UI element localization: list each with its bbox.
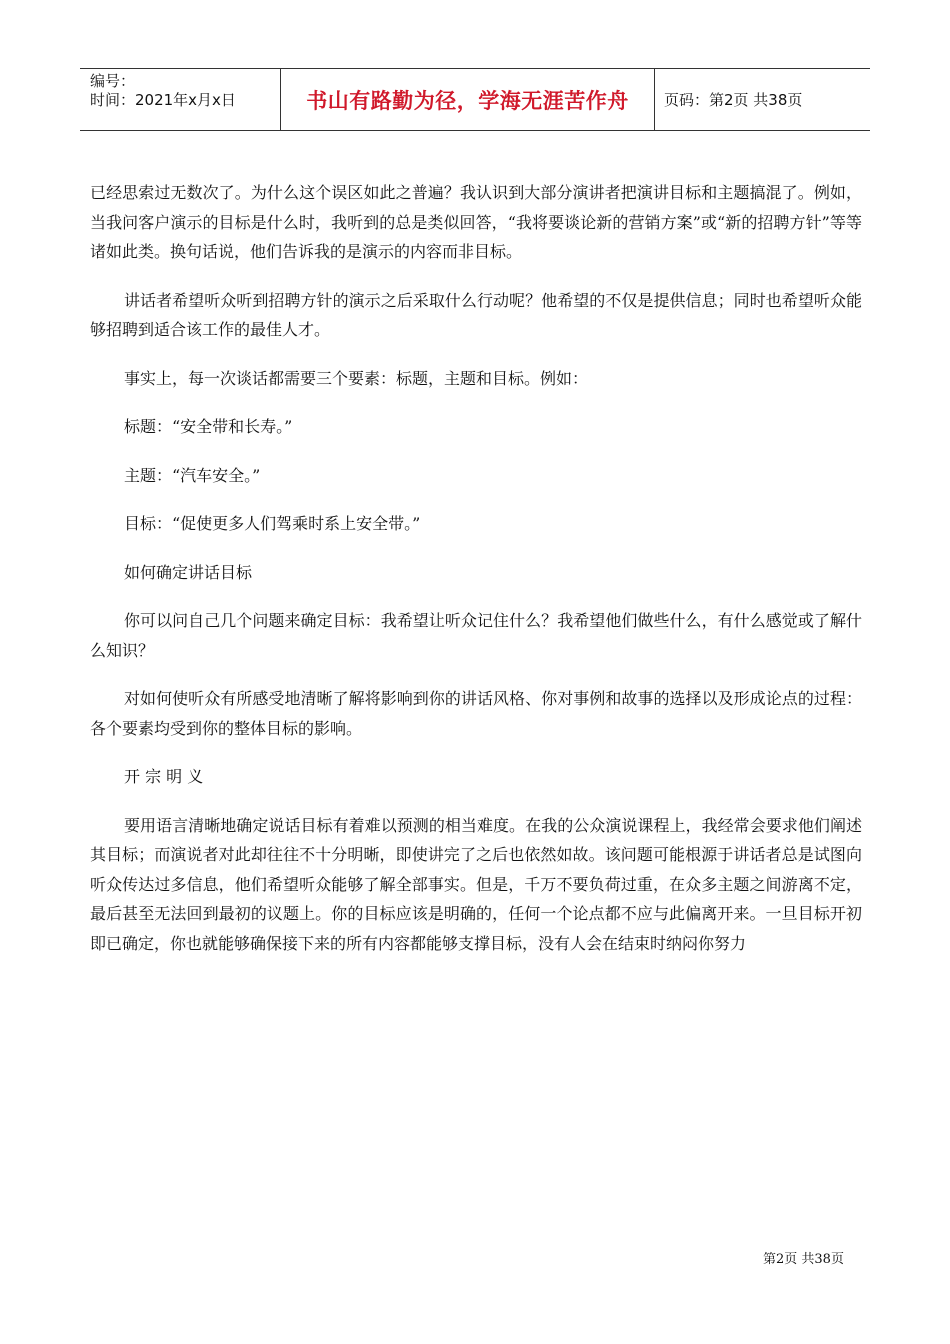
paragraph-3: 事实上，每一次谈话都需要三个要素：标题，主题和目标。例如： <box>124 368 589 388</box>
example-goal: 目标：“促使更多人们驾乘时系上安全带。” <box>124 514 421 533</box>
paragraph-questions: 你可以问自己几个问题来确定目标：我希望让听众记住什么？我希望他们做些什么，有什么感觉或了解什么知识？ <box>90 611 862 660</box>
paragraph-influence: 对如何使听众有所感受地清晰了解将影响到你的讲话风格、你对事例和故事的选择以及形成论点的过程：各个要素均受到你的整体目标的影响。 <box>90 689 862 738</box>
paragraph-1: 已经思索过无数次了。为什么这个误区如此之普遍？我认识到大部分演讲者把演讲目标和主题搞混了。例如，当我问客户演示的目标是什么时，我听到的总是类似回答，“我将要谈论新的营销方案”或“新的招聘方针”等等诸如此类。换句话说，他们告诉我的是演示的内容而非目标。 <box>90 183 862 261</box>
document-body <box>90 178 862 977</box>
serial-label: 编号： <box>90 72 136 90</box>
date-line: 时间：2021年x月x日 <box>90 91 236 109</box>
paragraph-2: 讲话者希望听众听到招聘方针的演示之后采取什么行动呢？他希望的不仅是提供信息；同时也希望听众能够招聘到适合该工作的最佳人才。 <box>90 290 862 339</box>
header-meta <box>80 69 281 130</box>
page-header <box>80 68 870 131</box>
page-footer: 第2页 共38页 <box>763 1252 844 1267</box>
example-topic: 主题：“汽车安全。” <box>124 465 261 485</box>
header-page-info: 页码：第2页 共38页 <box>664 91 803 109</box>
example-title: 标题：“安全带和长寿。” <box>124 417 293 436</box>
paragraph-clarity: 要用语言清晰地确定说话目标有着难以预测的相当难度。在我的公众演说课程上，我经常会要求他们阐述其目标；而演说者对此却往往不十分明晰，即使讲完了之后也依然如故。该问题可能根源于讲话者总是试图向听众传达过多信息，他们希望听众能够了解全部事实。但是，千万不要负荷过重，在众多主题之间游离不定，最后甚至无法回到最初的议题上。你的目标应该是明确的，任何一个论点都不应与此偏离开来。一旦目标开初即已确定，你也就能够确保接下来的所有内容都能够支撑目标，没有人会在结束时纳闷你努力 <box>90 815 862 953</box>
section-heading-open: 开 宗 明 义 <box>124 767 204 786</box>
header-motto: 书山有路勤为径，学海无涯苦作舟 <box>281 69 655 130</box>
section-heading-goal: 如何确定讲话目标 <box>124 562 253 582</box>
